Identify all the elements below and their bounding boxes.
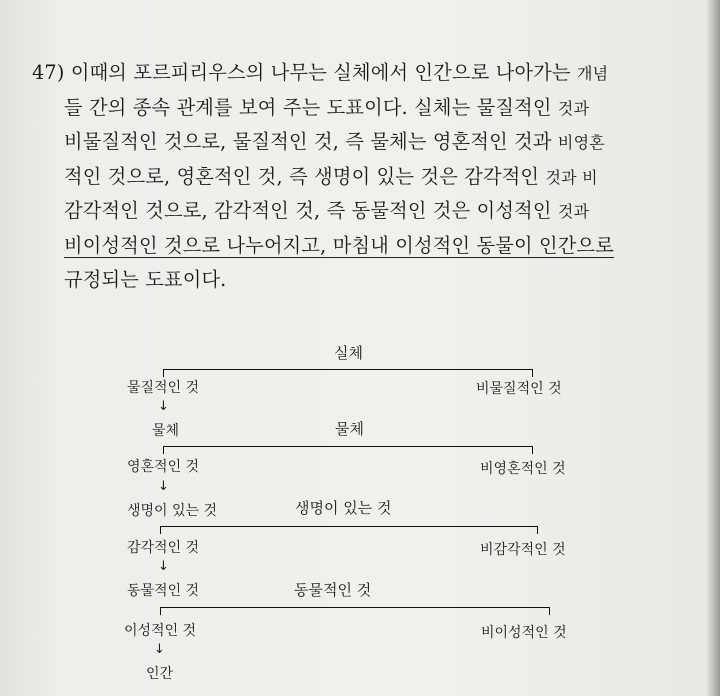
tree-branch-3-right-tick	[537, 526, 538, 534]
tree-node-living-root: 생명이 있는 것	[295, 499, 392, 517]
note-line-5: 감각적인 것으로, 감각적인 것, 즉 동물적인 것은 이성적인 것과	[64, 199, 590, 222]
down-arrow-icon: ↓	[158, 399, 169, 414]
tree-node-substance: 실체	[334, 344, 363, 362]
tree-node-inanimate: 비영혼적인 것	[480, 461, 566, 477]
tree-branch-2	[163, 446, 533, 447]
tree-branch-2-right-tick	[532, 446, 533, 454]
tree-branch-3	[160, 526, 538, 527]
tree-node-body: 물체	[152, 423, 180, 439]
tree-branch-3-left-tick	[160, 526, 161, 534]
tree-branch-4-right-tick	[549, 607, 550, 615]
tree-node-human: 인간	[146, 666, 174, 682]
note-line-4: 적인 것으로, 영혼적인 것, 즉 생명이 있는 것은 감각적인 것과 비	[64, 164, 598, 188]
note-line-1: 47) 이때의 포르피리우스의 나무는 실체에서 인간으로 나아가는 개념	[32, 61, 609, 84]
tree-node-immaterial: 비물질적인 것	[476, 381, 562, 397]
tree-node-animal-root: 동물적인 것	[294, 581, 372, 599]
tree-branch-1	[163, 369, 533, 370]
tree-branch-4	[160, 607, 550, 608]
tree-node-living: 생명이 있는 것	[127, 503, 218, 519]
note-line-3: 비물질적인 것으로, 물질적인 것, 즉 물체는 영혼적인 것과 비영혼	[64, 130, 605, 153]
tree-node-animate: 영혼적인 것	[127, 459, 200, 475]
tree-branch-4-left-tick	[160, 607, 161, 615]
tree-node-rational: 이성적인 것	[124, 623, 197, 639]
tree-node-body-root: 물체	[335, 420, 364, 438]
down-arrow-icon: ↓	[158, 559, 169, 574]
tree-branch-1-right-tick	[532, 369, 533, 377]
note-line-2: 들 간의 종속 관계를 보여 주는 도표이다. 실체는 물질적인 것과	[64, 95, 590, 119]
tree-branch-1-left-tick	[163, 369, 164, 377]
tree-node-sensitive: 감각적인 것	[127, 540, 200, 556]
tree-node-material: 물질적인 것	[127, 380, 200, 396]
tree-node-irrational: 비이성적인 것	[481, 625, 567, 641]
down-arrow-icon: ↓	[158, 479, 169, 494]
down-arrow-icon: ↓	[154, 642, 165, 657]
tree-node-animal: 동물적인 것	[127, 583, 200, 599]
note-number: 47)	[32, 61, 65, 84]
note-line-6: 비이성적인 것으로 나누어지고, 마침내 이성적인 동물이 인간으로	[64, 233, 614, 257]
tree-node-insensitive: 비감각적인 것	[480, 542, 566, 558]
note-line-7: 규정되는 도표이다.	[64, 268, 227, 291]
tree-branch-2-left-tick	[163, 446, 164, 454]
